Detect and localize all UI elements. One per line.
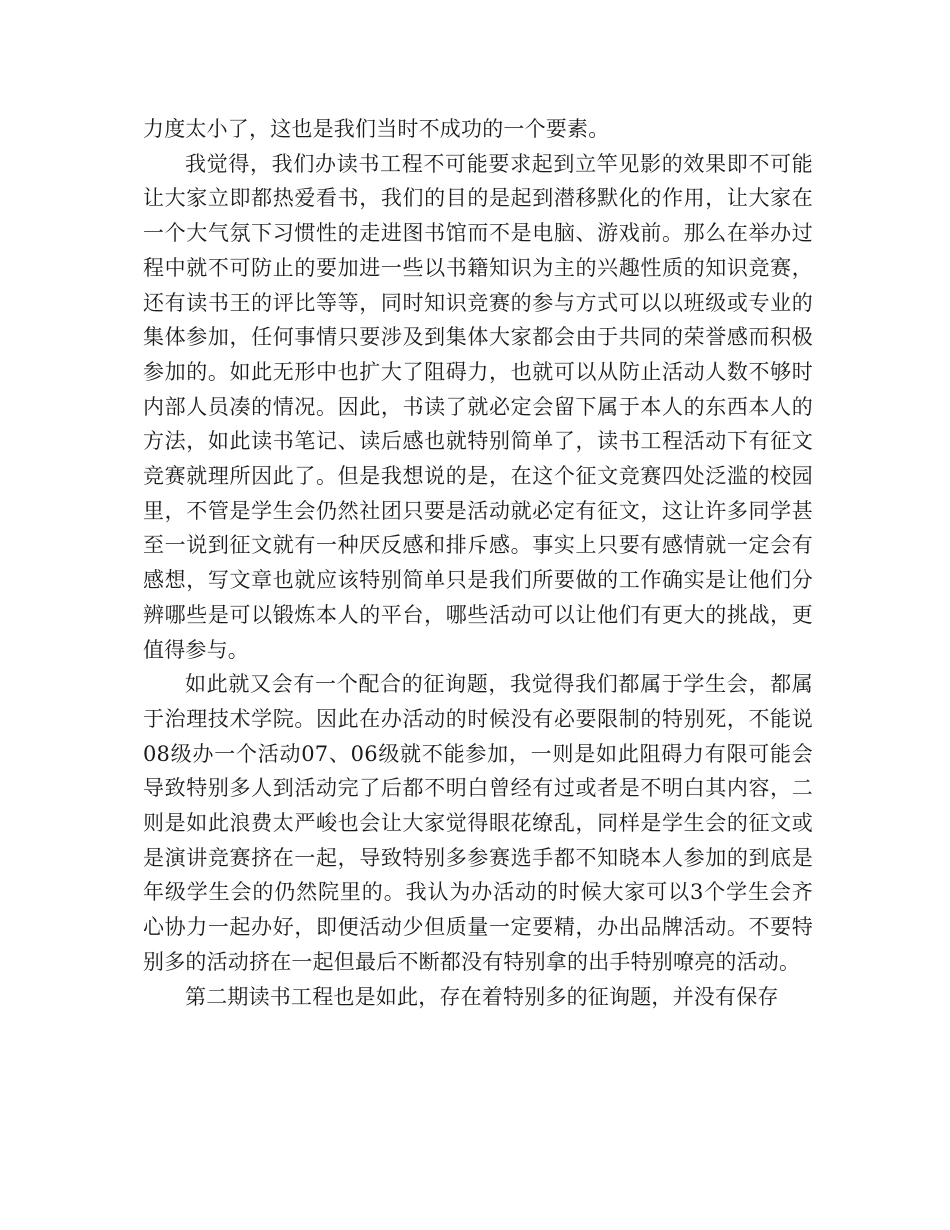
document-body: [143, 112, 813, 1014]
paragraph-3: 如此就又会有一个配合的征询题，我觉得我们都属于学生会，都属于治理技术学院。因此在办活动的时候没有必要限制的特别死，不能说08级办一个活动07、06级就不能参加，一则是如此阻碍力有限可能会导致特别多人到活动完了后都不明白曾经有过或者是不明白其内容，二则是如此浪费太严峻也会让大家觉得眼花缭乱，同样是学生会的征文或是演讲竞赛挤在一起，导致特别多参赛选手都不知晓本人参加的到底是年级学生会的仍然院里的。我认为办活动的时候大家可以3个学生会齐心协力一起办好，即便活动少但质量一定要精，办出品牌活动。不要特别多的活动挤在一起但最后不断都没有特别拿的出手特别嘹亮的活动。: [143, 672, 813, 974]
paragraph-2: 我觉得，我们办读书工程不可能要求起到立竿见影的效果即不可能让大家立即都热爱看书，我们的目的是起到潜移默化的作用，让大家在一个大气氛下习惯性的走进图书馆而不是电脑、游戏前。那么在举办过程中就不可防止的要加进一些以书籍知识为主的兴趣性质的知识竞赛，还有读书王的评比等等，同时知识竞赛的参与方式可以以班级或专业的集体参加，任何事情只要涉及到集体大家都会由于共同的荣誉感而积极参加的。如此无形中也扩大了阻碍力，也就可以从防止活动人数不够时内部人员凑的情况。因此，书读了就必定会留下属于本人的东西本人的方法，如此读书笔记、读后感也就特别简单了，读书工程活动下有征文竞赛就理所因此了。但是我想说的是，在这个征文竞赛四处泛滥的校园里，不管是学生会仍然社团只要是活动就必定有征文，这让许多同学甚至一说到征文就有一种厌反感和排斥感。事实上只要有感情就一定会有感想，写文章也就应该特别简单只是我们所要做的工作确实是让他们分辨哪些是可以锻炼本人的平台，哪些活动可以让他们有更大的挑战，更值得参与。: [143, 151, 813, 662]
paragraph-4: 第二期读书工程也是如此，存在着特别多的征询题，并没有保存: [185, 984, 779, 1009]
paragraph-1: 力度太小了，这也是我们当时不成功的一个要素。: [143, 117, 610, 141]
